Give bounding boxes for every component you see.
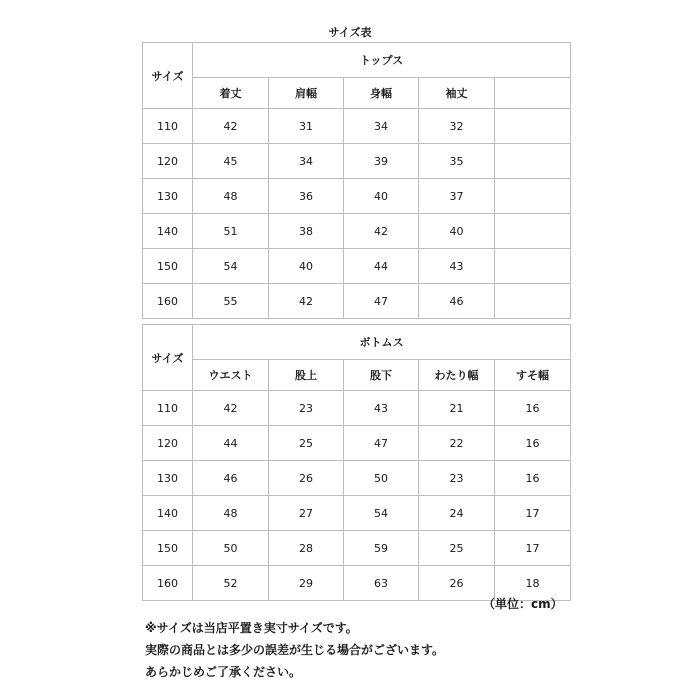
value-cell: 28: [269, 531, 344, 566]
size-cell: 160: [143, 284, 193, 319]
table-row: [143, 249, 571, 284]
value-cell: 38: [269, 214, 344, 249]
value-cell: 39: [344, 144, 419, 179]
unit-label: （単位：cm）: [483, 597, 563, 611]
value-cell: [495, 144, 571, 179]
value-cell: 36: [269, 179, 344, 214]
value-cell: 17: [495, 531, 571, 566]
value-cell: 26: [269, 461, 344, 496]
value-cell: 24: [419, 496, 495, 531]
tops-group-header: トップス: [193, 43, 571, 78]
bottoms-group-header: ボトムス: [193, 325, 571, 360]
value-cell: 59: [344, 531, 419, 566]
value-cell: 47: [344, 284, 419, 319]
value-cell: 42: [269, 284, 344, 319]
size-cell: 150: [143, 531, 193, 566]
value-cell: 35: [419, 144, 495, 179]
value-cell: 42: [193, 391, 269, 426]
bottoms-column-header: わたり幅: [419, 360, 495, 391]
value-cell: 18: [495, 566, 571, 601]
value-cell: 40: [269, 249, 344, 284]
value-cell: [495, 179, 571, 214]
value-cell: [495, 214, 571, 249]
tops-size-header: サイズ: [143, 43, 193, 109]
value-cell: 55: [193, 284, 269, 319]
table-row: [143, 214, 571, 249]
value-cell: 23: [419, 461, 495, 496]
value-cell: 48: [193, 496, 269, 531]
size-cell: 110: [143, 109, 193, 144]
value-cell: 43: [419, 249, 495, 284]
size-cell: 160: [143, 566, 193, 601]
value-cell: 43: [344, 391, 419, 426]
value-cell: [495, 109, 571, 144]
value-cell: 16: [495, 461, 571, 496]
bottoms-column-header: すそ幅: [495, 360, 571, 391]
value-cell: 54: [193, 249, 269, 284]
size-cell: 140: [143, 496, 193, 531]
value-cell: 42: [344, 214, 419, 249]
value-cell: 54: [344, 496, 419, 531]
value-cell: 22: [419, 426, 495, 461]
value-cell: 27: [269, 496, 344, 531]
value-cell: 34: [344, 109, 419, 144]
value-cell: 17: [495, 496, 571, 531]
value-cell: 21: [419, 391, 495, 426]
bottoms-column-header: ウエスト: [193, 360, 269, 391]
value-cell: 25: [269, 426, 344, 461]
table-row: [143, 144, 571, 179]
value-cell: 50: [193, 531, 269, 566]
value-cell: 40: [419, 214, 495, 249]
value-cell: 51: [193, 214, 269, 249]
table-row: [143, 391, 571, 426]
table-row: [143, 109, 571, 144]
value-cell: 46: [193, 461, 269, 496]
tops-column-header: [495, 78, 571, 109]
value-cell: [495, 249, 571, 284]
value-cell: 50: [344, 461, 419, 496]
value-cell: 48: [193, 179, 269, 214]
table-row: [143, 461, 571, 496]
value-cell: 37: [419, 179, 495, 214]
note-line: あらかじめご了承ください。: [145, 665, 302, 679]
value-cell: 63: [344, 566, 419, 601]
table-row: [143, 496, 571, 531]
tops-column-header: 袖丈: [419, 78, 495, 109]
size-cell: 120: [143, 426, 193, 461]
value-cell: 45: [193, 144, 269, 179]
note-line: 実際の商品とは多少の誤差が生じる場合がございます。: [145, 643, 445, 657]
value-cell: 26: [419, 566, 495, 601]
table-row: [143, 531, 571, 566]
size-cell: 130: [143, 461, 193, 496]
bottoms-size-table: [142, 324, 571, 601]
value-cell: 16: [495, 391, 571, 426]
size-cell: 150: [143, 249, 193, 284]
bottoms-column-header: 股上: [269, 360, 344, 391]
size-cell: 130: [143, 179, 193, 214]
tops-column-header: 肩幅: [269, 78, 344, 109]
bottoms-column-header: 股下: [344, 360, 419, 391]
value-cell: 44: [193, 426, 269, 461]
value-cell: 25: [419, 531, 495, 566]
value-cell: 46: [419, 284, 495, 319]
tops-column-header: 身幅: [344, 78, 419, 109]
value-cell: 47: [344, 426, 419, 461]
note-line: ※サイズは当店平置き実寸サイズです。: [145, 621, 358, 635]
size-cell: 120: [143, 144, 193, 179]
size-cell: 140: [143, 214, 193, 249]
size-cell: 110: [143, 391, 193, 426]
value-cell: 32: [419, 109, 495, 144]
tops-size-table: [142, 42, 571, 319]
value-cell: 34: [269, 144, 344, 179]
notes: [145, 617, 444, 683]
value-cell: 29: [269, 566, 344, 601]
table-row: [143, 284, 571, 319]
tops-column-header: 着丈: [193, 78, 269, 109]
value-cell: [495, 284, 571, 319]
table-row: [143, 179, 571, 214]
value-cell: 42: [193, 109, 269, 144]
value-cell: 16: [495, 426, 571, 461]
value-cell: 52: [193, 566, 269, 601]
value-cell: 44: [344, 249, 419, 284]
value-cell: 31: [269, 109, 344, 144]
page-title: サイズ表: [328, 26, 372, 39]
table-row: [143, 426, 571, 461]
bottoms-size-header: サイズ: [143, 325, 193, 391]
value-cell: 40: [344, 179, 419, 214]
value-cell: 23: [269, 391, 344, 426]
